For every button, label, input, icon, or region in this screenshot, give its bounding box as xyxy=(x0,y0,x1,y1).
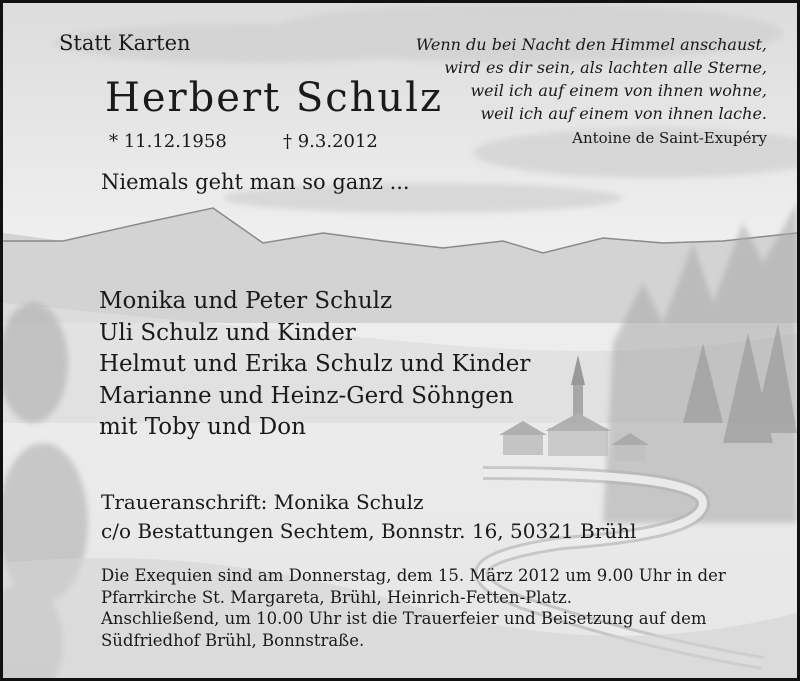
mourning-address xyxy=(101,488,636,546)
family-member: Uli Schulz und Kinder xyxy=(99,319,356,346)
address-line: Traueranschrift: Monika Schulz xyxy=(101,490,424,514)
statt-karten: Statt Karten xyxy=(59,31,191,55)
family-member: Marianne und Heinz-Gerd Söhngen xyxy=(99,382,514,409)
family-member: mit Toby und Don xyxy=(99,414,306,440)
family-member: Helmut und Erika Schulz und Kinder xyxy=(99,351,531,377)
quote-line: weil ich auf einem von ihnen lache. xyxy=(480,104,767,123)
quote-author: Antoine de Saint-Exupéry xyxy=(572,129,767,147)
motto: Niemals geht man so ganz ... xyxy=(101,170,410,194)
funeral-line: Die Exequien sind am Donnerstag, dem 15. März 2012 um 9.00 Uhr in der xyxy=(101,566,726,585)
quote-line: wird es dir sein, als lachten alle Sterne, xyxy=(444,58,767,77)
funeral-line: Südfriedhof Brühl, Bonnstraße. xyxy=(101,630,365,650)
quote xyxy=(416,33,767,125)
quote-line: weil ich auf einem von ihnen wohne, xyxy=(470,81,767,100)
family-list xyxy=(99,286,530,444)
quote-line: Wenn du bei Nacht den Himmel anschaust, xyxy=(415,35,767,54)
funeral-line: Pfarrkirche St. Margareta, Brühl, Heinrich-Fetten-Platz. xyxy=(101,587,572,607)
address-line: c/o Bestattungen Sechtem, Bonnstr. 16, 50321 Brühl xyxy=(101,519,637,543)
birth-date: * 11.12.1958 xyxy=(109,131,227,152)
family-member: Monika und Peter Schulz xyxy=(99,288,393,314)
funeral-line: Anschließend, um 10.00 Uhr ist die Trauerfeier und Beisetzung auf dem xyxy=(101,609,707,628)
death-date: † 9.3.2012 xyxy=(283,131,378,152)
funeral-info xyxy=(101,565,771,651)
deceased-name: Herbert Schulz xyxy=(105,75,444,121)
